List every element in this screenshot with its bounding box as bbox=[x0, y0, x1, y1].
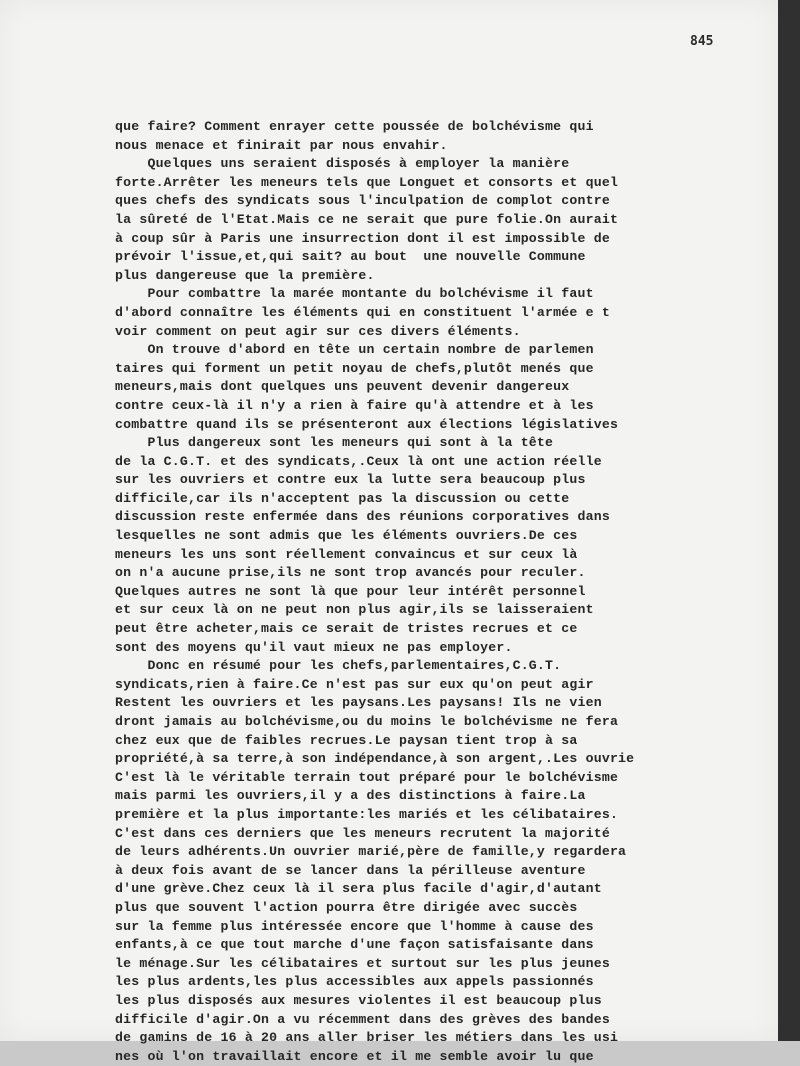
text-line: nous menace et finirait par nous envahir. bbox=[115, 137, 448, 153]
text-line: on n'a aucune prise,ils ne sont trop avancés pour reculer. bbox=[115, 565, 586, 581]
text-line: C'est là le véritable terrain tout préparé pour le bolchévisme bbox=[115, 769, 619, 785]
text-line: nes où l'on travaillait encore et il me semble avoir lu que bbox=[115, 1048, 594, 1064]
text-line: lesquelles ne sont admis que les éléments ouvriers.De ces bbox=[115, 528, 578, 544]
text-line: de leurs adhérents.Un ouvrier marié,père de famille,y regardera bbox=[115, 844, 627, 860]
text-line: forte.Arrêter les meneurs tels que Longuet et consorts et quel bbox=[115, 174, 619, 190]
text-line: sur les ouvriers et contre eux la lutte sera beaucoup plus bbox=[115, 472, 586, 488]
text-line: contre ceux-là il n'y a rien à faire qu'à attendre et à les bbox=[115, 397, 594, 413]
text-line: Plus dangereux sont les meneurs qui sont à la tête bbox=[115, 435, 554, 451]
text-line: d'abord connaître les éléments qui en constituent l'armée e t bbox=[115, 304, 610, 320]
text-line: à coup sûr à Paris une insurrection dont il est impossible de bbox=[115, 230, 610, 246]
text-line: meneurs les uns sont réellement convaincus et sur ceux là bbox=[115, 546, 578, 562]
text-line: la sûreté de l'Etat.Mais ce ne serait que pure folie.On aurait bbox=[115, 211, 619, 227]
scan-edge bbox=[778, 0, 800, 1041]
text-line: peut être acheter,mais ce serait de tristes recrues et ce bbox=[115, 621, 578, 637]
page-number: 845 bbox=[690, 34, 714, 49]
text-line: discussion reste enfermée dans des réunions corporatives dans bbox=[115, 509, 610, 525]
text-line: première et la plus importante:les mariés et les célibataires. bbox=[115, 806, 619, 822]
text-line: taires qui forment un petit noyau de chefs,plutôt menés que bbox=[115, 360, 594, 376]
text-line: Quelques uns seraient disposés à employer la manière bbox=[115, 156, 570, 172]
text-line: Pour combattre la marée montante du bolchévisme il faut bbox=[115, 286, 594, 302]
text-line: et sur ceux là on ne peut non plus agir,ils se laisseraient bbox=[115, 602, 594, 618]
text-line: mais parmi les ouvriers,il y a des distinctions à faire.La bbox=[115, 788, 586, 804]
text-line: les plus ardents,les plus accessibles aux appels passionnés bbox=[115, 974, 594, 990]
text-line: ques chefs des syndicats sous l'inculpation de complot contre bbox=[115, 193, 610, 209]
text-line: combattre quand ils se présenteront aux élections législatives bbox=[115, 416, 619, 432]
text-line: Restent les ouvriers et les paysans.Les paysans! Ils ne vien bbox=[115, 695, 602, 711]
text-line: d'une grève.Chez ceux là il sera plus facile d'agir,d'autant bbox=[115, 881, 602, 897]
text-line: voir comment on peut agir sur ces divers éléments. bbox=[115, 323, 521, 339]
typewritten-body bbox=[115, 118, 775, 1066]
text-line: difficile d'agir.On a vu récemment dans des grèves des bandes bbox=[115, 1011, 610, 1027]
text-line: prévoir l'issue,et,qui sait? au bout une nouvelle Commune bbox=[115, 249, 586, 265]
text-line: que faire? Comment enrayer cette poussée de bolchévisme qui bbox=[115, 119, 594, 134]
text-line: dront jamais au bolchévisme,ou du moins le bolchévisme ne fera bbox=[115, 714, 619, 729]
text-line: à deux fois avant de se lancer dans la périlleuse aventure bbox=[115, 862, 586, 878]
text-line: meneurs,mais dont quelques uns peuvent devenir dangereux bbox=[115, 379, 570, 395]
text-line: plus dangereuse que la première. bbox=[115, 267, 375, 283]
text-line: difficile,car ils n'acceptent pas la discussion ou cette bbox=[115, 490, 570, 506]
text-line: plus que souvent l'action pourra être dirigée avec succès bbox=[115, 899, 578, 915]
text-line: le ménage.Sur les célibataires et surtout sur les plus jeunes bbox=[115, 955, 610, 971]
text-line: de gamins de 16 à 20 ans aller briser les métiers dans les usi bbox=[115, 1030, 619, 1046]
text-line: de la C.G.T. et des syndicats,.Ceux là ont une action réelle bbox=[115, 453, 602, 469]
text-line: chez eux que de faibles recrues.Le paysan tient trop à sa bbox=[115, 732, 578, 748]
text-line: syndicats,rien à faire.Ce n'est pas sur eux qu'on peut agir bbox=[115, 676, 594, 692]
text-line: Donc en résumé pour les chefs,parlementaires,C.G.T. bbox=[115, 658, 562, 674]
text-line: sur la femme plus intéressée encore que l'homme à cause des bbox=[115, 918, 594, 934]
text-line: C'est dans ces derniers que les meneurs recrutent la majorité bbox=[115, 825, 610, 841]
text-line: les plus disposés aux mesures violentes il est beaucoup plus bbox=[115, 992, 602, 1008]
text-line: sont des moyens qu'il vaut mieux ne pas employer. bbox=[115, 639, 513, 655]
text-line: On trouve d'abord en tête un certain nombre de parlemen bbox=[115, 342, 594, 358]
text-line: enfants,à ce que tout marche d'une façon satisfaisante dans bbox=[115, 937, 594, 953]
text-line: Quelques autres ne sont là que pour leur intérêt personnel bbox=[115, 583, 586, 599]
text-line: propriété,à sa terre,à son indépendance,à son argent,.Les ouvrie bbox=[115, 751, 635, 767]
